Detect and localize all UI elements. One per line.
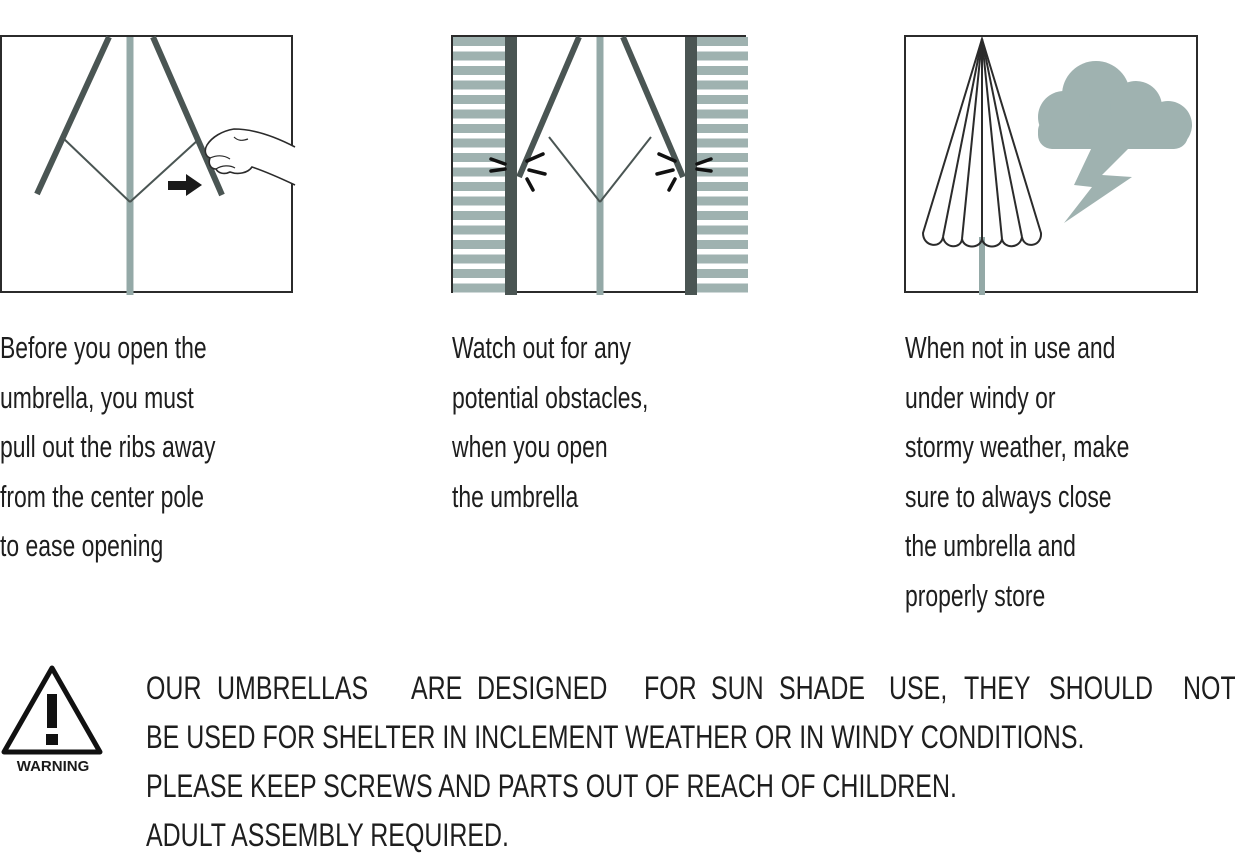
instruction-caption-open-ribs <box>0 323 216 571</box>
warning-word: DESIGNED <box>476 670 608 706</box>
warning-word: FOR <box>643 670 697 706</box>
caption-line: to ease opening <box>0 528 164 564</box>
caption-line: stormy weather, make <box>905 429 1130 465</box>
warning-line-3: PLEASE KEEP SCREWS AND PARTS OUT OF REACH OF CHILDREN. <box>146 768 957 804</box>
caption-line: pull out the ribs away <box>0 429 216 465</box>
warning-word: USE, <box>889 670 948 706</box>
warning-label: WARNING <box>16 758 90 775</box>
warning-word: ARE <box>410 670 463 706</box>
warning-word: NOT <box>1182 670 1235 706</box>
warning-line-4: ADULT ASSEMBLY REQUIRED. <box>146 817 509 853</box>
warning-word: THEY <box>963 670 1031 706</box>
instruction-caption-storm <box>905 323 1129 621</box>
caption-line: when you open <box>452 429 608 465</box>
closed-umbrella-storm-icon <box>906 37 1200 295</box>
instruction-panel-obstacles <box>451 35 746 293</box>
warning-line-1 <box>146 664 1235 713</box>
caption-line: sure to always close <box>905 478 1112 514</box>
warning-word: OUR <box>146 670 202 706</box>
warning-word: SHADE <box>779 670 865 706</box>
warning-word: UMBRELLAS <box>217 670 369 706</box>
umbrella-ribs-pull-icon <box>2 37 295 295</box>
caption-line: under windy or <box>905 379 1056 415</box>
caption-line: When not in use and <box>905 330 1116 365</box>
instruction-panel-storm <box>904 35 1198 293</box>
caption-line: from the center pole <box>0 478 205 514</box>
warning-line-2: BE USED FOR SHELTER IN INCLEMENT WEATHER OR IN WINDY CONDITIONS. <box>146 719 1085 755</box>
umbrella-obstacle-icon <box>453 37 748 295</box>
caption-line: potential obstacles, <box>452 379 649 415</box>
caption-line: properly store <box>905 577 1046 613</box>
caption-line: umbrella, you must <box>0 379 194 415</box>
instruction-caption-obstacles <box>452 323 648 521</box>
caption-line: Before you open the <box>0 330 207 365</box>
instruction-panel-open-ribs <box>0 35 293 293</box>
warning-word: SHOULD <box>1049 670 1154 706</box>
warning-word: SUN <box>711 670 765 706</box>
caption-line: the umbrella and <box>905 528 1076 564</box>
caption-line: the umbrella <box>452 478 579 514</box>
warning-notice <box>146 664 1235 860</box>
caption-line: Watch out for any <box>452 330 631 365</box>
